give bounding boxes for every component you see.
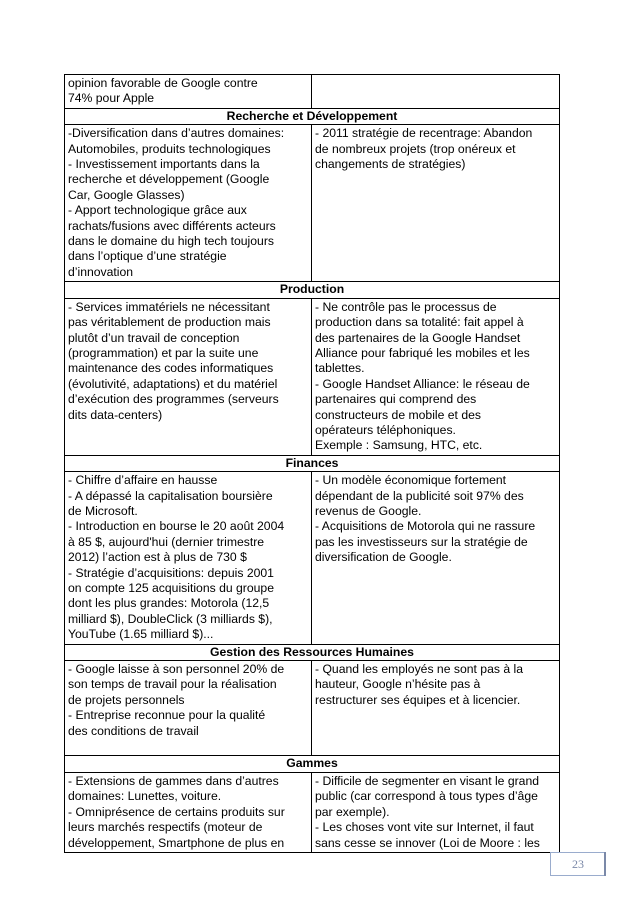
hr-weaknesses-cell (312, 661, 560, 756)
text-line: son temps de travail pour la réalisation (68, 677, 277, 692)
text-line: Car, Google Glasses) (68, 187, 185, 202)
text-line: 2012) l’action est à plus de 730 $ (68, 550, 247, 565)
page-number: 23 (550, 852, 605, 876)
text-line: - A dépassé la capitalisation boursière (68, 488, 273, 503)
text-line: - Extensions de gammes dans d’autres (68, 773, 279, 788)
section-title-rd: Recherche et Développement (65, 108, 560, 124)
section-content-row-hr (65, 661, 560, 756)
text-line: - Apport technologique grâce aux (68, 203, 247, 218)
text-line: - Stratégie d’acquisitions: depuis 2001 (68, 565, 274, 580)
finances-weaknesses-cell (312, 472, 560, 644)
text-line: pas véritablement de production mais (68, 315, 271, 330)
section-title-finances: Finances (65, 455, 560, 471)
text-line: -Diversification dans d’autres domaines: (68, 126, 285, 141)
top-right-cell (312, 75, 560, 109)
page-number-bar (604, 852, 606, 876)
text-line: restructurer ses équipes et à licencier. (315, 692, 521, 707)
text-line: - Quand les employés ne sont pas à la (315, 662, 523, 677)
text-line: de projets personnels (68, 692, 185, 707)
text-line: d’innovation (68, 264, 134, 279)
section-header-row-gammes (65, 756, 560, 772)
text-line: domaines: Lunettes, voiture. (68, 789, 222, 804)
text-line: production dans sa totalité: fait appel à (315, 315, 524, 330)
gammes-weaknesses-cell (312, 772, 560, 852)
text-line: plutôt d’un travail de conception (68, 330, 240, 345)
text-line: rachats/fusions avec différents acteurs (68, 218, 276, 233)
top-left-cell (65, 75, 312, 109)
text-line: recherche et développement (Google (68, 172, 270, 187)
text-line: hauteur, Google n’hésite pas à (315, 677, 481, 692)
text-line: - Investissement importants dans la (68, 157, 260, 172)
text-line: dits data-centers) (68, 407, 163, 422)
text-line: opinion favorable de Google contre (68, 76, 258, 90)
production-weaknesses-cell (312, 298, 560, 455)
text-line: - Acquisitions de Motorola qui ne rassure (315, 519, 536, 534)
text-line: (évolutivité, adaptations) et du matériel (68, 376, 278, 391)
text-line: opérateurs téléphoniques. (315, 422, 456, 437)
text-line: de Microsoft. (68, 503, 138, 518)
text-line: sans cesse se innover (Loi de Moore : les (315, 835, 540, 850)
text-line: - Entreprise reconnue pour la qualité (68, 708, 266, 723)
text-line: - Les choses vont vite sur Internet, il faut (315, 820, 534, 835)
table-row-top (65, 75, 560, 109)
rd-weaknesses-cell (312, 125, 560, 282)
text-line: 74% pour Apple (68, 91, 155, 106)
section-header-row-finances (65, 455, 560, 471)
section-title-gammes: Gammes (65, 756, 560, 772)
text-line: dont les plus grandes: Motorola (12,5 (68, 596, 270, 611)
text-line: partenaires qui comprend des (315, 392, 477, 407)
section-content-row-production (65, 298, 560, 455)
text-line: (programmation) et par la suite une (68, 345, 259, 360)
text-line: on compte 125 acquisitions du groupe (68, 581, 274, 595)
section-content-row-gammes (65, 772, 560, 852)
text-line: changements de stratégies) (315, 157, 466, 172)
text-line: - Google laisse à son personnel 20% de (68, 662, 285, 677)
text-line: dans le domaine du high tech toujours (68, 234, 274, 249)
text-line: dans l’optique d’une stratégie (68, 249, 227, 264)
text-line: Alliance pour fabriqué les mobiles et les (315, 345, 530, 360)
section-title-production: Production (65, 282, 560, 298)
text-line: - Omniprésence de certains produits sur (68, 804, 285, 819)
rd-strengths-cell (65, 125, 312, 282)
text-line: tablettes. (315, 361, 365, 376)
section-title-hr: Gestion des Ressources Humaines (65, 644, 560, 660)
gammes-strengths-cell (65, 772, 312, 852)
text-line: dépendant de la publicité soit 97% des (315, 488, 524, 503)
text-line: des partenaires de la Google Handset (315, 330, 521, 345)
text-line: Automobiles, produits technologiques (68, 141, 271, 156)
text-line: milliard $), DoubleClick (3 milliards $), (68, 611, 273, 626)
text-line: de nombreux projets (trop onéreux et (315, 141, 516, 156)
text-line: public (car correspond à tous types d’âge (315, 789, 538, 804)
text-line (68, 739, 308, 754)
text-line: pas les investisseurs sur la stratégie de (315, 534, 528, 549)
text-line: - Un modèle économique fortement (315, 473, 507, 488)
text-line: - 2011 stratégie de recentrage: Abandon (315, 126, 533, 141)
text-line: d’exécution des programmes (serveurs (68, 392, 279, 407)
finances-strengths-cell (65, 472, 312, 644)
section-header-row-hr (65, 644, 560, 660)
text-line: - Introduction en bourse le 20 août 2004 (68, 519, 285, 534)
text-line: des conditions de travail (68, 723, 199, 738)
text-line: - Google Handset Alliance: le réseau de (315, 376, 530, 391)
text-line: - Difficile de segmenter en visant le grand (315, 773, 540, 788)
swot-table (64, 74, 560, 853)
text-line: leurs marchés respectifs (moteur de (68, 820, 263, 835)
text-line: constructeurs de mobile et des (315, 407, 481, 422)
section-content-row-finances (65, 472, 560, 644)
text-line: maintenance des codes informatiques (68, 361, 274, 376)
text-line: - Services immatériels ne nécessitant (68, 299, 270, 314)
production-strengths-cell (65, 298, 312, 455)
text-line: - Ne contrôle pas le processus de (315, 299, 497, 314)
section-header-row-rd (65, 108, 560, 124)
text-line: développement, Smartphone de plus en (68, 835, 285, 850)
text-line: - Chiffre d’affaire en hausse (68, 473, 218, 488)
text-line: à 85 $, aujourd'hui (dernier trimestre (68, 534, 265, 549)
text-line: YouTube (1.65 milliard $)... (68, 627, 214, 642)
section-content-row-rd (65, 125, 560, 282)
section-header-row-production (65, 282, 560, 298)
text-line: Exemple : Samsung, HTC, etc. (315, 438, 483, 453)
text-line: diversification de Google. (315, 550, 452, 565)
text-line: revenus de Google. (315, 503, 422, 518)
text-line: par exemple). (315, 804, 390, 819)
hr-strengths-cell (65, 661, 312, 756)
